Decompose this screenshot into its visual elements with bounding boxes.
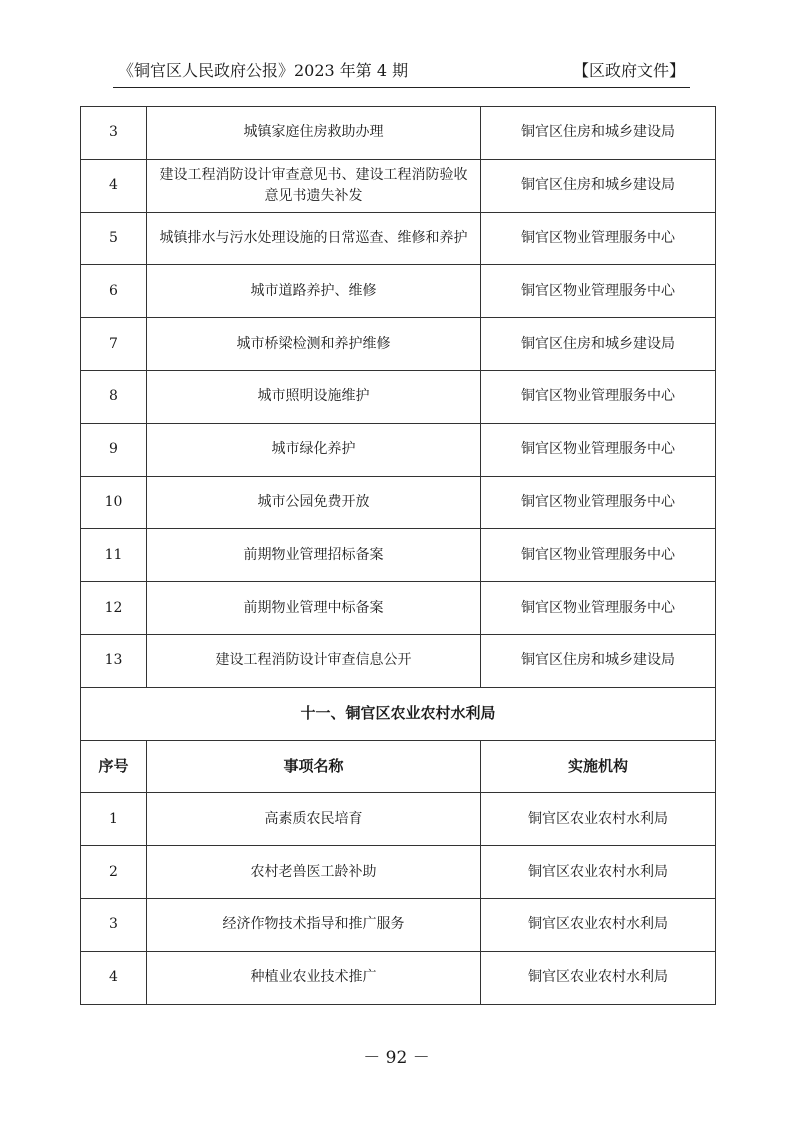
page-header xyxy=(118,56,685,82)
implementing-agency: 铜官区农业农村水利局 xyxy=(481,898,716,951)
table-row xyxy=(81,529,716,582)
item-name: 经济作物技术指导和推广服务 xyxy=(147,898,481,951)
row-number: 3 xyxy=(81,898,147,951)
table-row xyxy=(81,846,716,899)
table-row xyxy=(81,423,716,476)
item-name: 建设工程消防设计审查意见书、建设工程消防验收意见书遗失补发 xyxy=(147,159,481,212)
table-row xyxy=(81,370,716,423)
table-row xyxy=(81,793,716,846)
item-name: 城市绿化养护 xyxy=(147,423,481,476)
item-name: 建设工程消防设计审查信息公开 xyxy=(147,634,481,687)
row-number: 4 xyxy=(81,159,147,212)
row-number: 1 xyxy=(81,793,147,846)
row-number: 3 xyxy=(81,107,147,160)
row-number: 5 xyxy=(81,212,147,265)
implementing-agency: 铜官区物业管理服务中心 xyxy=(481,582,716,635)
implementing-agency: 铜官区物业管理服务中心 xyxy=(481,423,716,476)
implementing-agency: 铜官区物业管理服务中心 xyxy=(481,265,716,318)
item-name: 城市道路养护、维修 xyxy=(147,265,481,318)
row-number: 12 xyxy=(81,582,147,635)
row-number: 4 xyxy=(81,951,147,1004)
section-title: 十一、铜官区农业农村水利局 xyxy=(81,687,716,740)
implementing-agency: 铜官区物业管理服务中心 xyxy=(481,529,716,582)
row-number: 13 xyxy=(81,634,147,687)
item-name: 种植业农业技术推广 xyxy=(147,951,481,1004)
row-number: 6 xyxy=(81,265,147,318)
row-number: 7 xyxy=(81,318,147,371)
table-row xyxy=(81,318,716,371)
implementing-agency: 铜官区物业管理服务中心 xyxy=(481,370,716,423)
table-row xyxy=(81,212,716,265)
implementing-agency: 铜官区住房和城乡建设局 xyxy=(481,159,716,212)
row-number: 8 xyxy=(81,370,147,423)
item-name: 城市桥梁检测和养护维修 xyxy=(147,318,481,371)
table-row xyxy=(81,582,716,635)
implementing-agency: 铜官区农业农村水利局 xyxy=(481,793,716,846)
column-header-row xyxy=(81,740,716,793)
item-name: 前期物业管理招标备案 xyxy=(147,529,481,582)
section-heading-row xyxy=(81,687,716,740)
header-divider xyxy=(113,87,690,88)
column-header-agency: 实施机构 xyxy=(481,740,716,793)
implementing-agency: 铜官区住房和城乡建设局 xyxy=(481,318,716,371)
row-number: 10 xyxy=(81,476,147,529)
page-number: － 92 － xyxy=(363,1048,430,1068)
item-name: 城镇排水与污水处理设施的日常巡查、维修和养护 xyxy=(147,212,481,265)
table-row xyxy=(81,898,716,951)
column-header-number: 序号 xyxy=(81,740,147,793)
item-name: 城市照明设施维护 xyxy=(147,370,481,423)
implementing-agency: 铜官区农业农村水利局 xyxy=(481,951,716,1004)
table-row xyxy=(81,159,716,212)
publication-title: 《铜官区人民政府公报》2023 年第 4 期 xyxy=(118,60,409,80)
item-name: 高素质农民培育 xyxy=(147,793,481,846)
row-number: 2 xyxy=(81,846,147,899)
implementing-agency: 铜官区物业管理服务中心 xyxy=(481,212,716,265)
item-name: 农村老兽医工龄补助 xyxy=(147,846,481,899)
table-row xyxy=(81,476,716,529)
item-name: 城镇家庭住房救助办理 xyxy=(147,107,481,160)
table-row xyxy=(81,265,716,318)
document-category: 【区政府文件】 xyxy=(572,60,685,80)
implementing-agency: 铜官区住房和城乡建设局 xyxy=(481,634,716,687)
implementing-agency: 铜官区住房和城乡建设局 xyxy=(481,107,716,160)
table-body xyxy=(81,107,716,1005)
implementing-agency: 铜官区物业管理服务中心 xyxy=(481,476,716,529)
table-row xyxy=(81,951,716,1004)
item-name: 城市公园免费开放 xyxy=(147,476,481,529)
implementing-agency: 铜官区农业农村水利局 xyxy=(481,846,716,899)
item-name: 前期物业管理中标备案 xyxy=(147,582,481,635)
service-items-table xyxy=(80,106,716,1005)
table-row xyxy=(81,107,716,160)
table-row xyxy=(81,634,716,687)
row-number: 9 xyxy=(81,423,147,476)
column-header-item: 事项名称 xyxy=(147,740,481,793)
row-number: 11 xyxy=(81,529,147,582)
